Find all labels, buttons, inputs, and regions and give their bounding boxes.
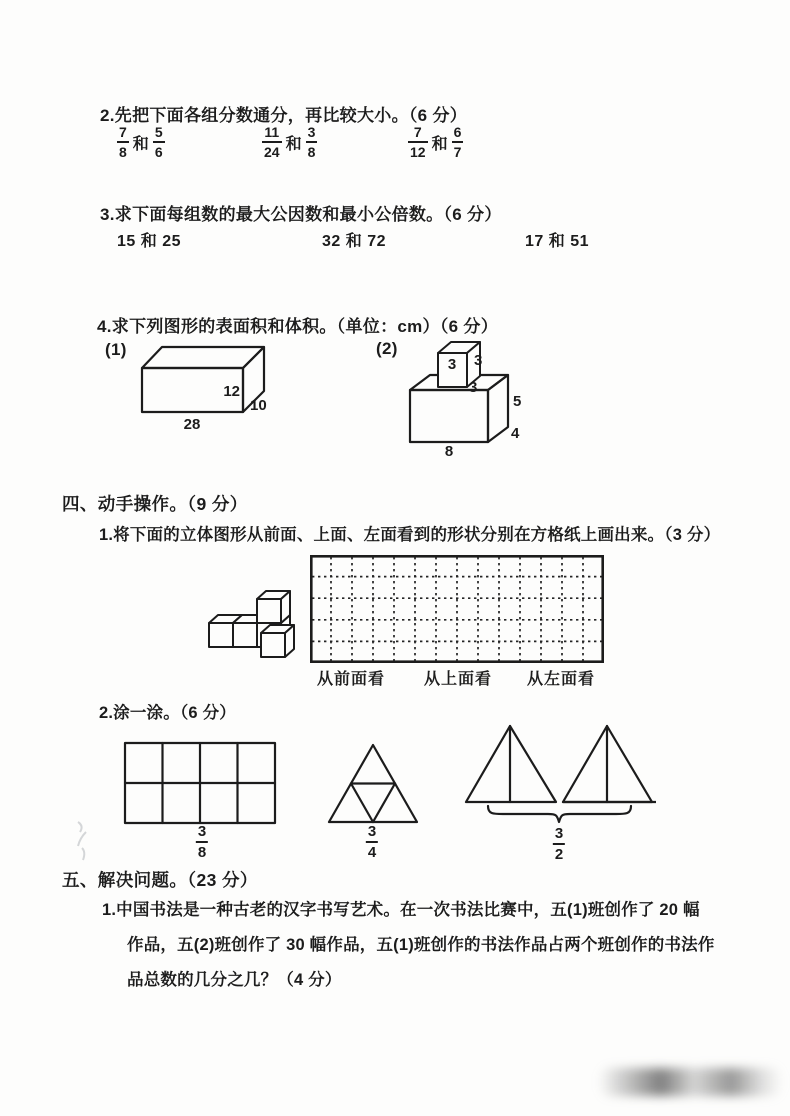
fraction: $\frac{7}{12}$ <box>410 124 426 160</box>
fraction: $\frac{7}{8}$ <box>119 124 127 160</box>
target-fraction-2: $\frac{3}{4}$ <box>367 823 377 861</box>
fraction: $\frac{5}{6}$ <box>154 124 163 160</box>
number-pair-2: 32 和 72 <box>322 233 386 250</box>
section-4-q2-text: 2.涂一涂。（6 分） <box>99 704 236 722</box>
dim-box-height: 5 <box>513 393 522 410</box>
question-2-heading: 2.先把下面各组分数通分，再比较大小。（6 分） <box>100 106 468 125</box>
fraction: $\frac{6}{7}$ <box>453 124 462 160</box>
fraction: $\frac{3}{8}$ <box>307 124 316 160</box>
view-label-left: 从左面看 <box>526 671 596 688</box>
blurred-watermark <box>598 1068 783 1096</box>
problem-1-line-1: 1.中国书法是一种古老的汉字书写艺术。在一次书法比赛中，五(1)班创作了 20 幅 <box>102 901 700 919</box>
view-label-front: 从前面看 <box>316 671 386 688</box>
double-triangle-shape <box>464 722 656 828</box>
conjunction: 和 <box>132 135 149 153</box>
figure-2-label: (2) <box>376 339 398 358</box>
box-front-face <box>410 390 488 442</box>
cube-top <box>257 591 290 623</box>
fraction-pair-2 <box>262 125 317 159</box>
dim-box-depth: 4 <box>511 425 520 442</box>
dim-height: 12 <box>223 383 240 400</box>
target-fraction-3: $\frac{3}{2}$ <box>554 825 564 863</box>
rectangle-grid-shape <box>123 741 277 825</box>
conjunction: 和 <box>285 135 302 153</box>
grid-border <box>311 556 602 661</box>
figure-1-label: (1) <box>105 340 127 359</box>
dim-box-bottom: 8 <box>444 443 454 460</box>
pencil-mark <box>72 818 102 864</box>
problem-1-line-2: 作品，五(2)班创作了 30 幅作品，五(1)班创作的书法作品占两个班创作的书法作 <box>127 936 715 954</box>
dim-depth: 10 <box>250 397 267 414</box>
question-3-heading: 3.求下面每组数的最大公因数和最小公倍数。（6 分） <box>100 205 502 224</box>
number-pair-3: 17 和 51 <box>525 233 589 250</box>
triangle-shape <box>327 743 419 825</box>
cuboid-figure <box>130 340 290 440</box>
section-4-heading: 四、动手操作。（9 分） <box>62 494 248 514</box>
cube-front <box>261 625 294 657</box>
target-fraction-1: $\frac{3}{8}$ <box>197 823 207 861</box>
number-pair-1: 15 和 25 <box>117 233 181 250</box>
dim-bottom: 28 <box>183 416 201 433</box>
fraction-pair-1 <box>117 125 165 159</box>
dim-cube-side: 3 <box>474 352 483 369</box>
cube-stack-figure <box>202 589 298 661</box>
question-4-heading: 4.求下列图形的表面积和体积。（单位：cm）（6 分） <box>97 317 499 336</box>
section-4-q1-text: 1.将下面的立体图形从前面、上面、左面看到的形状分别在方格纸上画出来。（3 分） <box>99 526 721 544</box>
view-label-top: 从上面看 <box>423 671 493 688</box>
fraction-pair-3 <box>408 125 463 159</box>
fraction: $\frac{11}{24}$ <box>264 124 280 160</box>
box-right-face <box>488 375 508 442</box>
dim-cube-front: 3 <box>447 356 457 373</box>
dim-cube-edge: 3 <box>469 379 478 396</box>
composite-solid-figure <box>395 338 555 463</box>
grid-paper <box>310 555 604 663</box>
problem-1-line-3: 品总数的几分之几？（4 分） <box>127 971 342 989</box>
conjunction: 和 <box>431 135 448 153</box>
underbrace <box>488 806 631 822</box>
section-5-heading: 五、解决问题。（23 分） <box>62 870 258 890</box>
